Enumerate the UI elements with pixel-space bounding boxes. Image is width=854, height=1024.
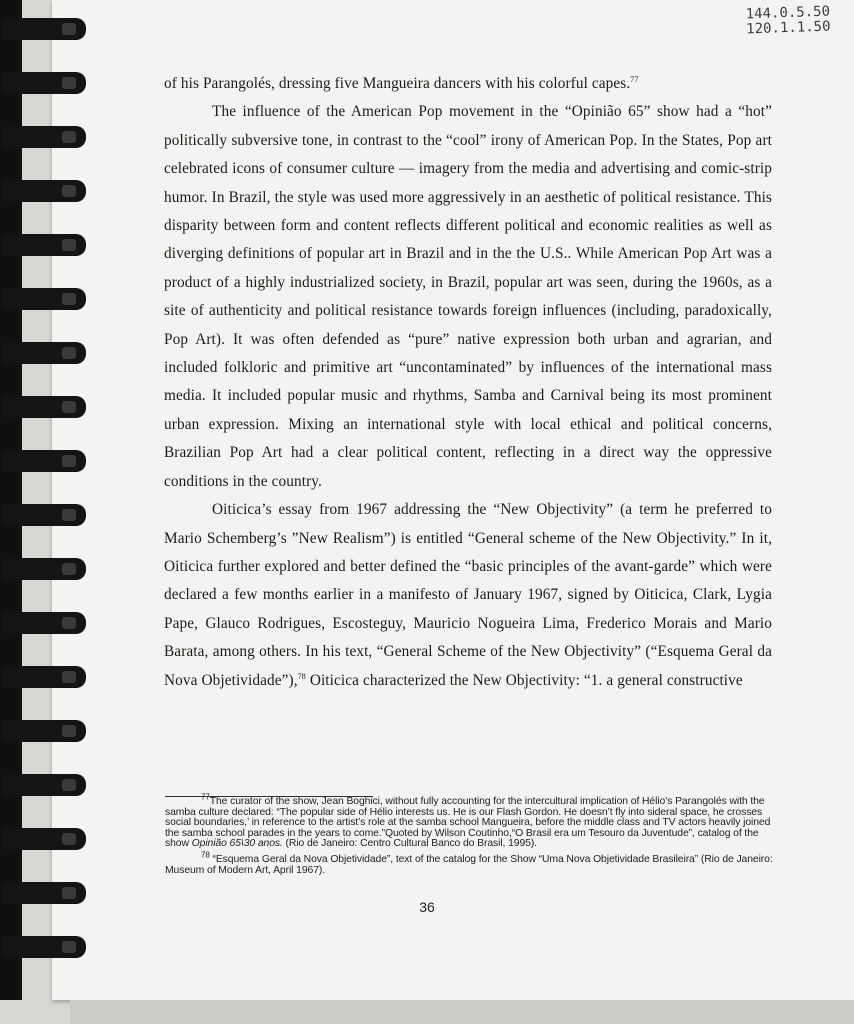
page-number: 36 bbox=[419, 899, 435, 915]
footnotes bbox=[165, 792, 775, 881]
binding-ring bbox=[2, 234, 86, 256]
paragraph-2: The influence of the American Pop movement in the “Opinião 65” show had a “hot” politically subversive tone, in contrast to the “cool” irony of American Pop. In the States, Pop art celebrated icons of consumer culture — imagery from the media and advertising and comic-strip humor. In Brazil, the style was used more aggressively in an aesthetic of political resistance. This disparity between form and content reflects different political and economic realities as well as diverging definitions of popular art in Brazil and in the the U.S.. While American Pop Art was a product of a highly industrialized society, in Brazil, popular art was seen, during the 1960s, as a site of authenticity and political resistance towards foreign influences (including, paradoxically, Pop Art). It was often defended as “pure” native expression both urban and agrarian, and included folkloric and primitive art “uncontaminated” by influences of the international mass media. It included popular music and rhythms, Samba and Carnival being its most prominent urban expression. Mixing an international style with local ethical and political concerns, Brazilian Pop Art had a clear political content, reflecting in a direct way the oppressive conditions in the country. bbox=[164, 103, 772, 490]
binding-ring bbox=[2, 180, 86, 202]
binding-ring bbox=[2, 126, 86, 148]
binding-ring bbox=[2, 18, 86, 40]
binding-ring bbox=[2, 288, 86, 310]
footnote-ref-77: 77 bbox=[630, 74, 639, 84]
paragraph-3 bbox=[164, 496, 772, 695]
binding-ring bbox=[2, 450, 86, 472]
footnote-77-source: (Rio de Janeiro: Centro Cultural Banco do Brasil, 1995). bbox=[282, 838, 537, 850]
footnote-77-mark: 77 bbox=[201, 792, 210, 802]
footnote-78-text: “Esquema Geral da Nova Objetividade”, text of the catalog for the Show “Uma Nova Objetividade Brasileira” (Rio de Janeiro: Museum of Modern Art, April 1967). bbox=[165, 853, 773, 876]
body-text bbox=[164, 70, 772, 695]
binding-ring bbox=[2, 504, 86, 526]
binding-ring bbox=[2, 342, 86, 364]
paragraph-3-continuation: Oiticica characterized the New Objectivity: “1. a general constructive bbox=[305, 671, 743, 689]
binding-ring bbox=[2, 828, 86, 850]
footnote-77-text: The curator of the show, Jean Boghici, without fully accounting for the intercultural implication of Hélio’s Parangolés with the samba culture declared: “The popular side of Hélio interests us. He is our Flash Gordon. He doesn’t fly into sideral space, he crosses social boundaries,’ in reference to the artist’s role at the samba school Mangueira, before the middle class and TV actors heavily joined the samba school parades in the years to come.”Quoted by Wilson Coutinho,“O Brasil era um Tesouro da Juventude”, catalog of the show bbox=[165, 796, 771, 850]
paragraph-1-text: of his Parangolés, dressing five Mangueira dancers with his colorful capes. bbox=[164, 75, 631, 92]
binding-ring bbox=[2, 774, 86, 796]
binding-ring bbox=[2, 612, 86, 634]
binding-ring bbox=[2, 720, 86, 742]
binding-ring bbox=[2, 72, 86, 94]
call-number-line-2: 120.1.1.50 bbox=[745, 18, 831, 38]
footnote-ref-78: 78 bbox=[297, 671, 306, 681]
spiral-binding bbox=[0, 0, 92, 1000]
binding-ring bbox=[2, 558, 86, 580]
page-stack-edge bbox=[70, 1000, 854, 1024]
footnote-77 bbox=[165, 792, 775, 850]
binding-ring bbox=[2, 936, 86, 958]
binding-ring bbox=[2, 396, 86, 418]
handwritten-call-number bbox=[745, 5, 830, 38]
paragraph-3-text: Oiticica’s essay from 1967 addressing the “New Objectivity” (a term he preferred to Mario Schemberg’s ”New Realism”) is entitled “General scheme of the New Objectivity.” In it, Oiticica further explored and better defined the “basic principles of the avant-garde” which were declared a few months earlier in a manifesto of January 1967, signed by Oiticica, Clark, Lygia Pape, Glauco Rodrigues, Escosteguy, Mauricio Nogueira Lima, Frederico Morais and Mario Barata, among others. In his text, “General Scheme of the New Objectivity” (“Esquema Geral da Nova Objetividade”), bbox=[164, 501, 772, 689]
call-number-line-1: 144.0.5.50 bbox=[745, 3, 830, 23]
footnote-78-mark: 78 bbox=[201, 850, 210, 860]
footnote-78 bbox=[165, 850, 775, 876]
binding-ring bbox=[2, 666, 86, 688]
binding-spine bbox=[0, 0, 22, 1000]
footnote-77-title: Opinião 65\30 anos. bbox=[191, 838, 283, 850]
paragraph-1 bbox=[164, 70, 772, 98]
